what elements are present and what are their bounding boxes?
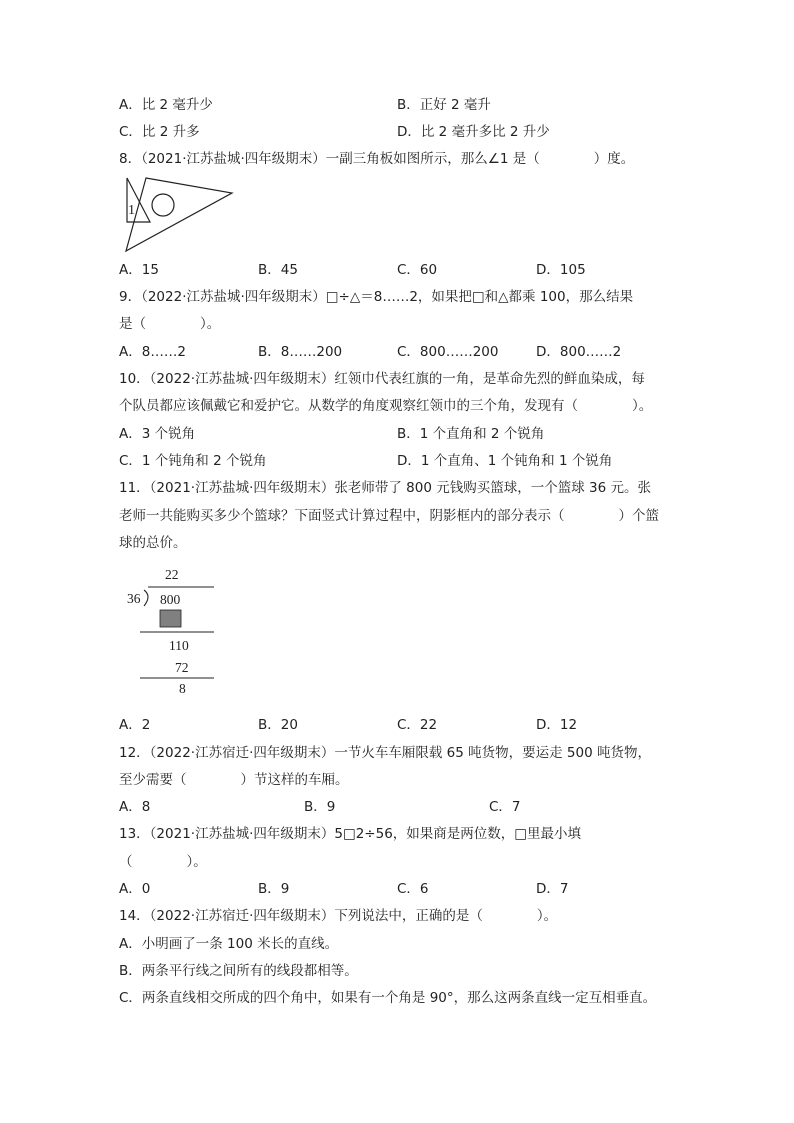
q8-option-b[interactable]: B．45 <box>258 262 298 278</box>
q13-stem-line1: 13．（2021·江苏盐城·四年级期末）5□2÷56，如果商是两位数，□里最小填 <box>119 826 582 842</box>
q9-stem-line1: 9．（2022·江苏盐城·四年级期末）□÷△＝8……2，如果把□和△都乘 100，那么结果 <box>119 289 634 305</box>
q8-option-d[interactable]: D．105 <box>536 262 586 278</box>
q12-option-a[interactable]: A．8 <box>119 799 151 815</box>
q11-stem-line1: 11．（2021·江苏盐城·四年级期末）张老师带了 800 元钱购买篮球，一个篮球 36 元。张 <box>119 480 651 496</box>
q14-option-b[interactable]: B．两条平行线之间所有的线段都相等。 <box>119 963 358 979</box>
q13-option-c[interactable]: C．6 <box>397 881 429 897</box>
q10-stem-line2: 个队员都应该佩戴它和爱护它。从数学的角度观察红领巾的三个角，发现有（ ）。 <box>119 398 653 414</box>
q7-option-c[interactable]: C．比 2 升多 <box>119 124 200 140</box>
division-partial: 110 <box>169 638 189 653</box>
q10-stem-line1: 10．（2022·江苏盐城·四年级期末）红领巾代表红旗的一角，是革命先烈的鲜血染成，每 <box>119 371 645 387</box>
triangle-circle-cutout <box>152 194 174 216</box>
q11-stem-line2: 老师一共能购买多少个篮球？下面竖式计算过程中，阴影框内的部分表示（ ）个篮 <box>119 508 659 524</box>
q11-option-c[interactable]: C．22 <box>397 717 438 733</box>
q7-option-a[interactable]: A．比 2 毫升少 <box>119 97 213 113</box>
q9-option-d[interactable]: D．800……2 <box>536 344 622 360</box>
q14-stem: 14．（2022·江苏宿迁·四年级期末）下列说法中，正确的是（ ）。 <box>119 908 558 924</box>
division-dividend: 800 <box>160 592 181 607</box>
q14-option-a[interactable]: A．小明画了一条 100 米长的直线。 <box>119 936 339 952</box>
q11-stem-line3: 球的总价。 <box>119 535 187 551</box>
q9-option-b[interactable]: B．8……200 <box>258 344 343 360</box>
q11-option-a[interactable]: A．2 <box>119 717 151 733</box>
q8-option-c[interactable]: C．60 <box>397 262 438 278</box>
division-bracket <box>144 590 148 606</box>
q12-option-c[interactable]: C．7 <box>489 799 521 815</box>
shaded-box <box>160 610 181 627</box>
q9-option-c[interactable]: C．800……200 <box>397 344 499 360</box>
q13-option-b[interactable]: B．9 <box>258 881 290 897</box>
angle-1-label: 1 <box>128 203 135 218</box>
q10-option-a[interactable]: A．3 个锐角 <box>119 426 196 442</box>
q12-stem-line2: 至少需要（ ）节这样的车厢。 <box>119 772 349 788</box>
q9-stem-line2: 是（ ）。 <box>119 316 221 332</box>
q12-option-b[interactable]: B．9 <box>304 799 336 815</box>
q11-option-b[interactable]: B．20 <box>258 717 298 733</box>
q13-option-a[interactable]: A．0 <box>119 881 151 897</box>
q10-option-d[interactable]: D．1 个直角、1 个钝角和 1 个锐角 <box>397 453 613 469</box>
q12-stem-line1: 12．（2022·江苏宿迁·四年级期末）一节火车车厢限载 65 吨货物，要运走 500 吨货物， <box>119 745 651 761</box>
q7-option-d[interactable]: D．比 2 毫升多比 2 升少 <box>397 124 550 140</box>
set-square-figure <box>120 174 240 254</box>
q7-option-b[interactable]: B．正好 2 毫升 <box>397 97 491 113</box>
q8-stem: 8．（2021·江苏盐城·四年级期末）一副三角板如图所示，那么∠1 是（ ）度。 <box>119 151 635 167</box>
division-remainder: 8 <box>179 681 186 696</box>
division-product: 72 <box>175 660 189 675</box>
triangle-30-60 <box>126 178 232 251</box>
division-divisor: 36 <box>127 591 141 606</box>
q13-option-d[interactable]: D．7 <box>536 881 569 897</box>
division-quotient: 22 <box>165 567 179 582</box>
q10-option-b[interactable]: B．1 个直角和 2 个锐角 <box>397 426 545 442</box>
q10-option-c[interactable]: C．1 个钝角和 2 个锐角 <box>119 453 267 469</box>
q13-stem-line2: （ ）。 <box>119 854 207 870</box>
q8-option-a[interactable]: A．15 <box>119 262 159 278</box>
q14-option-c[interactable]: C．两条直线相交所成的四个角中，如果有一个角是 90°，那么这两条直线一定互相垂直。 <box>119 990 657 1006</box>
q9-option-a[interactable]: A．8……2 <box>119 344 186 360</box>
q11-option-d[interactable]: D．12 <box>536 717 578 733</box>
long-division-figure <box>118 562 228 696</box>
